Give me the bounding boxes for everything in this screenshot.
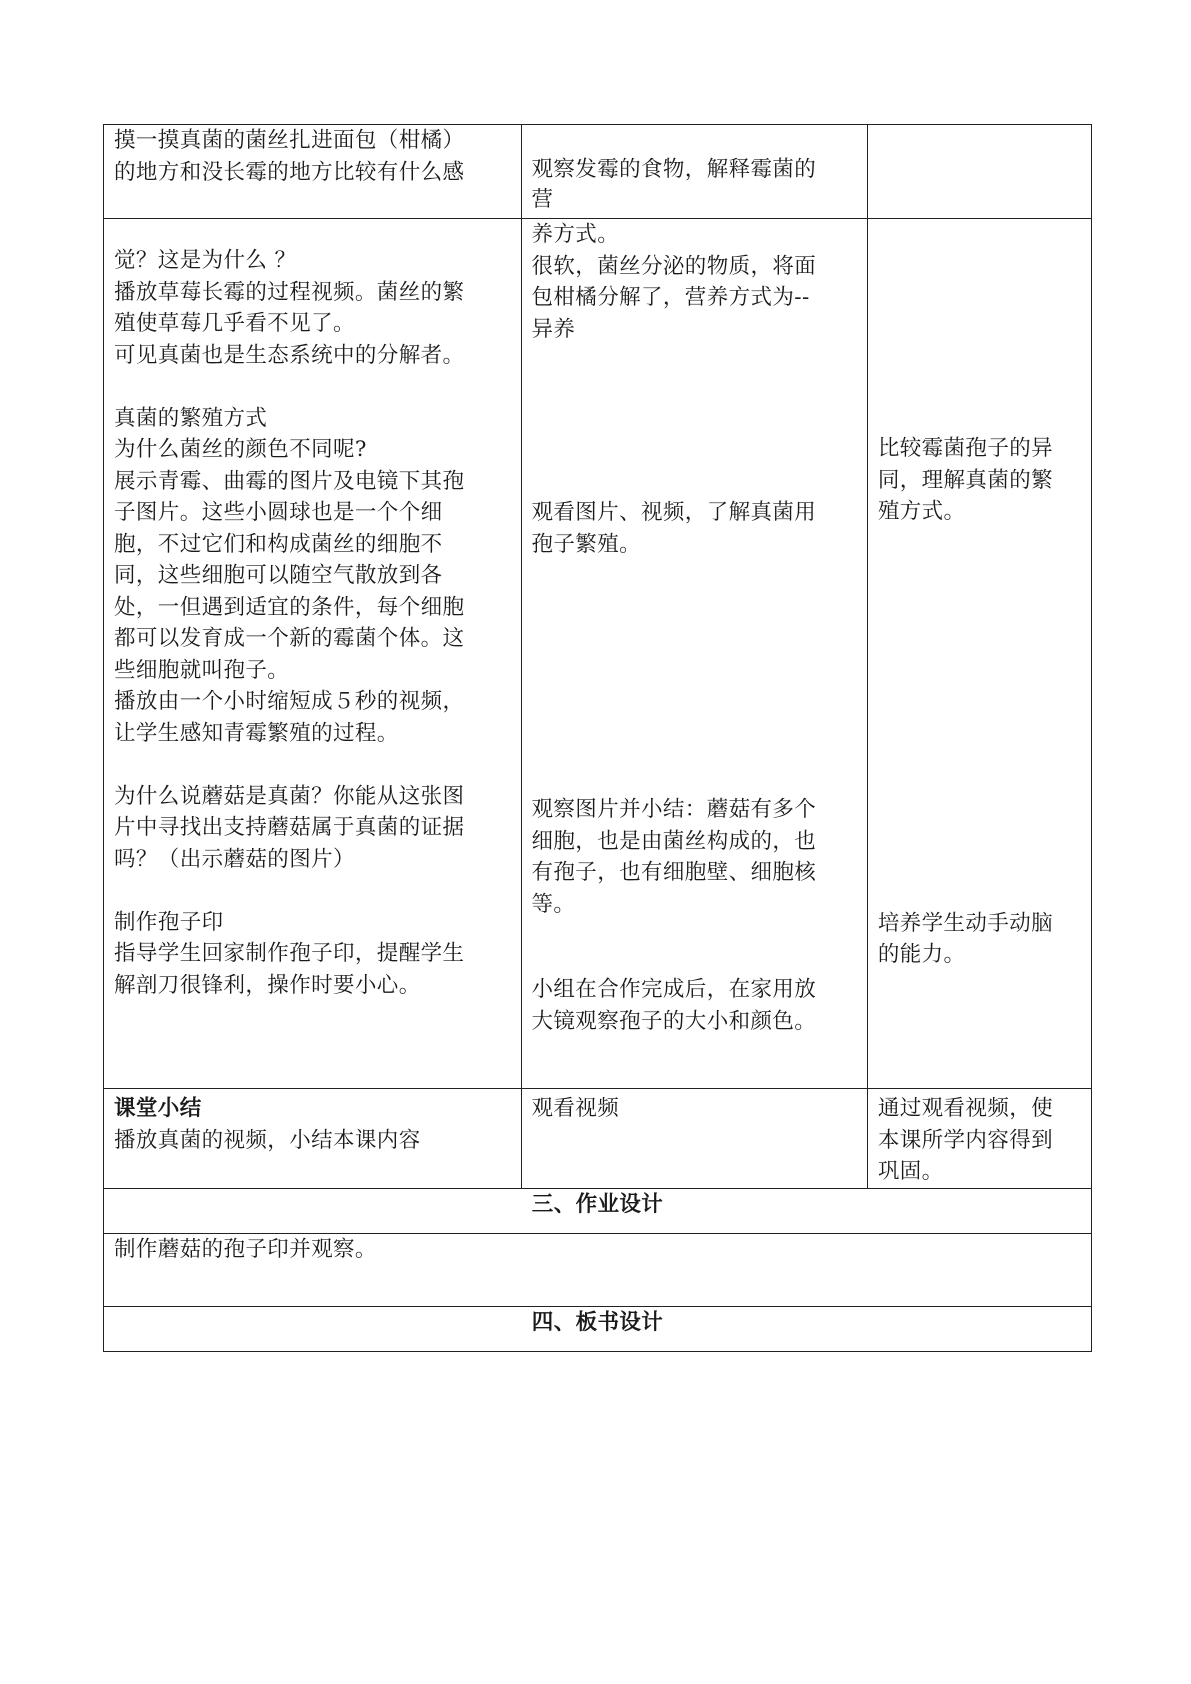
student-activity-text: 观察发霉的食物，解释霉菌的 营 [531,157,817,212]
lesson-plan-table [103,124,1092,1352]
table-row [104,1089,1092,1189]
design-intent-cell [867,219,1091,1089]
table-row [104,219,1092,1089]
section-title: 课堂小结 [114,1096,202,1121]
student-activity-text: 观察图片并小结：蘑菇有多个 细胞，也是由菌丝构成的，也 有孢子，也有细胞壁、细胞核 等。 [531,797,817,917]
teacher-activity-cell [104,1089,522,1189]
table-row [104,1188,1092,1233]
table-row [104,125,1092,219]
teacher-activity-text: 觉？这是为什么 ？ 播放草莓长霉的过程视频。菌丝的繁 殖使草莓几乎看不见了。 可见真菌也是生态系统中的分解者。 真菌的繁殖方式 为什么菌丝的颜色不同呢? 展示青霉、曲霉的图片及电镜下其孢 子图片。这些小圆球也是一个个细 胞，不过它们和构成菌丝的细胞不 同，这些细胞可以随空气散放到各 处，一但遇到适宜的条件，每个细胞 都可以发育成一个新的霉菌个体。这 些细胞就叫孢子。 播放由一个小时缩短成５秒的视频， 让学生感知青霉繁殖的过程。 为什么说蘑菇是真菌？你能从这张图 片中寻找出支持蘑菇属于真菌的证据 吗？（出示蘑菇的图片） 制作孢子印 指导学生回家制作孢子印，提醒学生 解剖刀很锋利，操作时要小心。 [114,248,465,998]
teacher-activity-cell [104,125,522,219]
student-activity-text: 养方式。 很软，菌丝分泌的物质，将面 包柑橘分解了，营养方式为-- 异养 [531,222,817,342]
student-activity-cell [521,125,867,219]
design-intent-text: 比较霉菌孢子的异 同，理解真菌的繁 殖方式。 [877,436,1054,524]
table-row [104,1233,1092,1306]
student-activity-text: 小组在合作完成后，在家用放 大镜观察孢子的大小和颜色。 [531,977,817,1034]
student-activity-cell [521,219,867,1089]
design-intent-text: 通过观看视频，使 本课所学内容得到 巩固。 [877,1096,1054,1184]
design-intent-cell [867,1089,1091,1189]
table-row [104,1306,1092,1351]
teacher-activity-cell [104,219,522,1089]
teacher-activity-text: 播放真菌的视频，小结本课内容 [114,1127,421,1153]
teacher-activity-text: 摸一摸真菌的菌丝扎进面包（柑橘） 的地方和没长霉的地方比较有什么感 [114,128,465,185]
student-activity-text: 观看视频 [531,1096,620,1121]
homework-header: 三、作业设计 [104,1188,1092,1233]
design-intent-text: 培养学生动手动脑 的能力。 [877,910,1054,967]
student-activity-text: 观看图片、视频，了解真菌用 孢子繁殖。 [531,500,817,557]
student-activity-cell [521,1089,867,1189]
design-intent-cell [867,125,1091,219]
board-design-header: 四、板书设计 [104,1306,1092,1351]
homework-text: 制作蘑菇的孢子印并观察。 [104,1233,1092,1306]
